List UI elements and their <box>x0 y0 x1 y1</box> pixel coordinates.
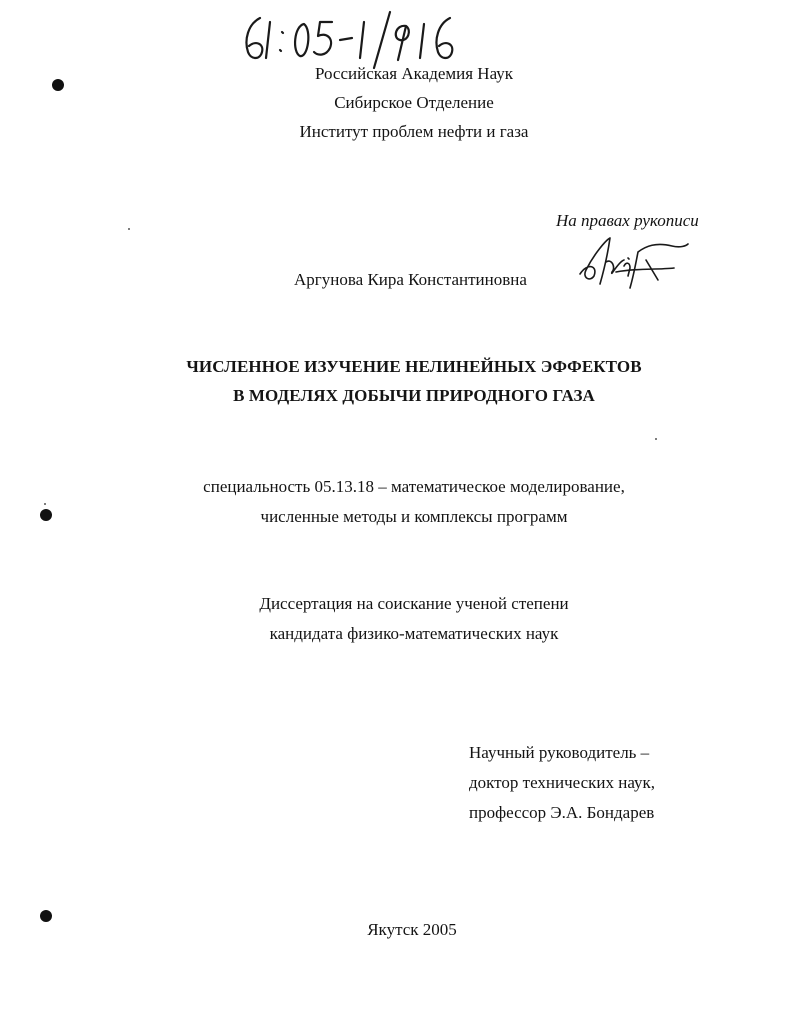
supervisor-name: профессор Э.А. Бондарев <box>469 803 655 822</box>
punch-hole-top <box>52 79 64 91</box>
dissertation-degree-line-1: Диссертация на соискание ученой степени <box>259 594 569 613</box>
branch-name: Сибирское Отделение <box>334 93 494 112</box>
academy-name: Российская Академия Наук <box>314 64 514 83</box>
punch-hole-middle <box>40 509 52 521</box>
city-year: Якутск 2005 <box>367 920 457 939</box>
dissertation-degree-line-2: кандидата физико-математических наук <box>269 624 559 643</box>
author-name: Аргунова Кира Константиновна <box>294 270 527 289</box>
scan-speck <box>655 438 657 440</box>
scan-speck <box>44 503 46 505</box>
handwritten-archive-number <box>238 10 468 70</box>
author-signature <box>576 232 691 292</box>
supervisor-role: Научный руководитель – <box>469 743 650 762</box>
dissertation-title-line-1: ЧИСЛЕННОЕ ИЗУЧЕНИЕ НЕЛИНЕЙНЫХ ЭФФЕКТОВ <box>186 357 642 376</box>
specialty-line-2: численные методы и комплексы программ <box>260 507 568 526</box>
manuscript-rights-label: На правах рукописи <box>556 211 699 230</box>
scan-speck <box>128 228 130 230</box>
specialty-line-1: специальность 05.13.18 – математическое моделирование, <box>203 477 625 496</box>
punch-hole-bottom <box>40 910 52 922</box>
institute-name: Институт проблем нефти и газа <box>299 122 529 141</box>
supervisor-degree: доктор технических наук, <box>469 773 656 792</box>
dissertation-title-line-2: В МОДЕЛЯХ ДОБЫЧИ ПРИРОДНОГО ГАЗА <box>233 386 595 405</box>
